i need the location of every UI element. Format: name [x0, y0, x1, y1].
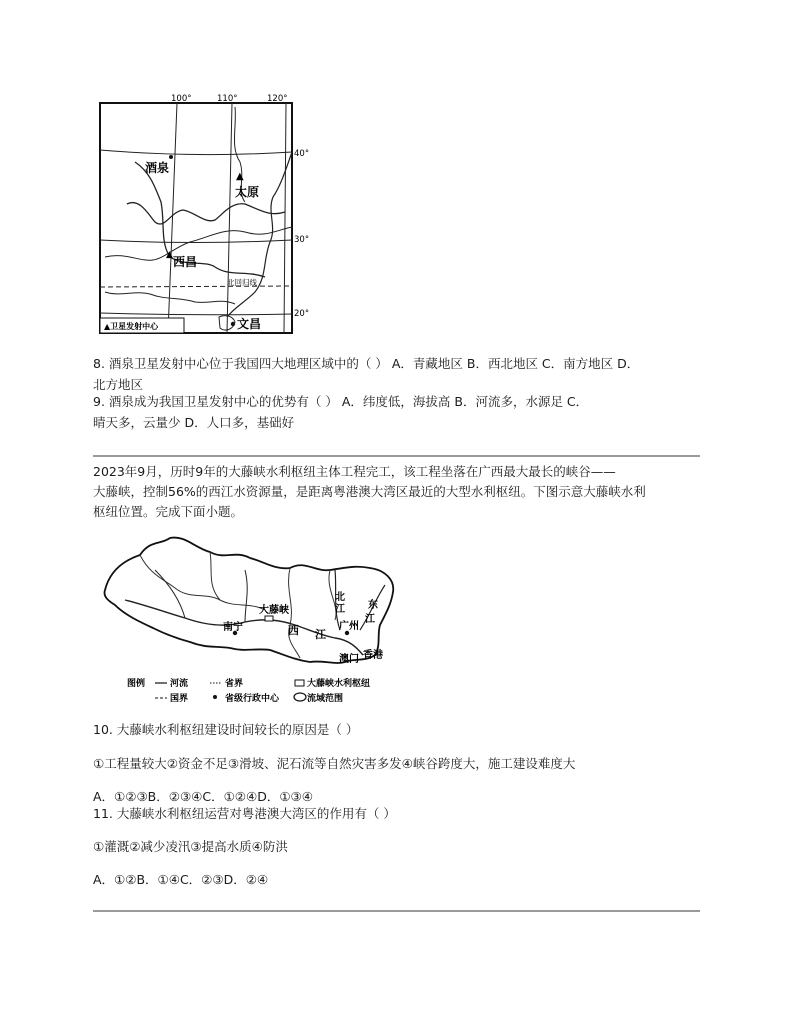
jiang2-label: 江 — [335, 604, 345, 615]
question-11-options: ①灌溉②减少凌汛③提高水质④防洪 — [93, 839, 288, 854]
taiyuan-label: 太原 — [235, 185, 260, 199]
jiang-label: 江 — [315, 628, 326, 641]
question-9-line2: 晴天多，云量少 D．人口多，基础好 — [93, 415, 295, 430]
question-9-line1: 9. 酒泉成为我国卫星发射中心的优势有（ ） A．纬度低，海拔高 B．河流多，水源足 C． — [93, 394, 589, 409]
lon-label-100: 100° — [171, 94, 192, 104]
jiuquan-label: 酒泉 — [145, 161, 170, 175]
legend-province: 省界 — [225, 679, 244, 689]
satellite-launch-map — [95, 92, 310, 337]
hongkong-label: 香港 — [363, 650, 383, 661]
passage-line2: 大藤峡，控制56%的西江水资源量，是距离粤港澳大湾区最近的大型水利枢纽。下图示意大藤峡水利 — [93, 484, 646, 499]
taiyuan-marker: ▲ — [236, 171, 244, 182]
wenchang-label: 文昌 — [237, 317, 262, 331]
question-11-choices: A．①②B．①④C．②③D．②④ — [93, 872, 269, 887]
province-border-3 — [289, 568, 300, 658]
jiang3-label: 江 — [365, 614, 375, 625]
section-divider-top — [93, 455, 700, 457]
passage-line1: 2023年9月，历时9年的大藤峡水利枢纽主体工程完工，该工程坐落在广西最大最长的峡谷—— — [93, 464, 616, 479]
legend-dam-symbol — [295, 680, 304, 686]
legend-capital: 省级行政中心 — [225, 694, 280, 704]
legend-basin: 流域范围 — [307, 694, 344, 704]
legend-capital-symbol — [213, 695, 217, 699]
tropic-label: 北回归线 — [227, 278, 257, 287]
question-8-line1: 8. 酒泉卫星发射中心位于我国四大地理区域中的（ ） A．青藏地区 B．西北地区 C．南方地区 D． — [93, 356, 640, 371]
datengxia-label: 大藤峡 — [259, 605, 289, 616]
lon-label-120: 120° — [267, 94, 288, 104]
tributary-2 — [245, 570, 247, 622]
question-11-stem: 11. 大藤峡水利枢纽运营对粤港澳大湾区的作用有（ ） — [93, 806, 396, 821]
section-divider-bottom — [93, 910, 700, 912]
jiuquan-marker — [169, 155, 173, 159]
basin-outline — [104, 538, 393, 663]
legend-title: 图例 — [127, 679, 146, 689]
legend-label: ▲卫星发射中心 — [104, 322, 159, 331]
dong-label: 东 — [368, 600, 378, 611]
lat-label-40: 40° — [294, 149, 310, 159]
legend-basin-symbol — [294, 693, 306, 701]
lat-label-20: 20° — [294, 309, 310, 319]
question-10-options: ①工程量较大②资金不足③滑坡、泥石流等自然灾害多发④峡谷跨度大，施工建设难度大 — [93, 756, 576, 771]
legend-river: 河流 — [170, 679, 189, 689]
datengxia-map — [95, 530, 405, 705]
xichang-label: 西昌 — [173, 255, 198, 269]
question-10-stem: 10. 大藤峡水利枢纽建设时间较长的原因是（ ） — [93, 722, 359, 737]
passage-line3: 枢纽位置。完成下面小题。 — [93, 504, 244, 519]
guangzhou-label: 广州 — [339, 621, 359, 632]
question-10-choices: A．①②③B．②③④C．①②④D．①③④ — [93, 789, 313, 804]
dam-marker — [265, 616, 273, 621]
bei-label: 北 — [335, 592, 345, 603]
map-frame — [100, 103, 292, 333]
lat-label-30: 30° — [294, 235, 310, 245]
xijiang-river — [125, 600, 363, 655]
xi-label: 西 — [288, 624, 299, 637]
province-border-2 — [210, 552, 220, 600]
question-8-line2: 北方地区 — [93, 377, 144, 392]
legend-border: 国界 — [170, 694, 189, 704]
legend-dam: 大藤峡水利枢纽 — [307, 679, 371, 689]
nanning-label: 南宁 — [223, 622, 243, 633]
lon-label-110: 110° — [217, 94, 238, 104]
macau-label: 澳门 — [339, 654, 359, 665]
xichang-marker: ▲ — [166, 250, 173, 260]
